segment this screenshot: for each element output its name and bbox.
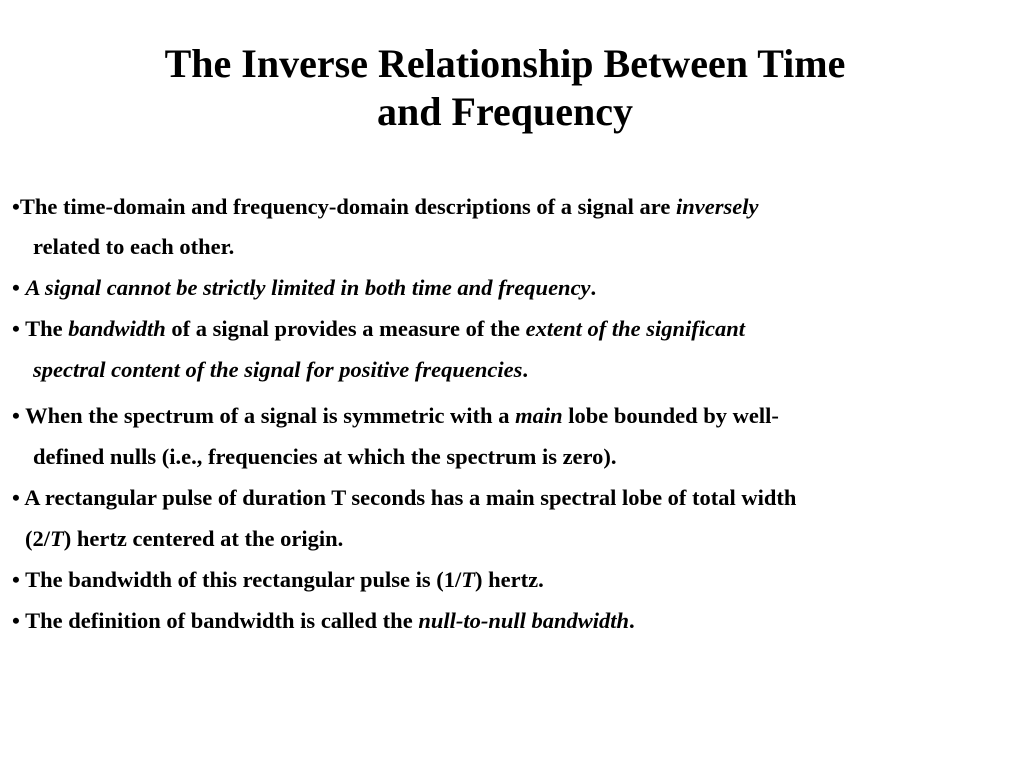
bullet-3-italic-bandwidth: bandwidth [68, 316, 166, 341]
bullet-3-pre: The [25, 316, 69, 341]
bullet-1-continuation: related to each other. [33, 234, 235, 259]
bullet-7-italic: null-to-null bandwidth [418, 608, 630, 633]
bullet-4-pre: When the spectrum of a signal is symmetric with a [25, 403, 516, 428]
slide-title-line-2: and Frequency [377, 89, 633, 134]
bullet-5-cont-pre: (2/ [25, 526, 50, 551]
bullet-4-continuation: defined nulls (i.e., frequencies at which the spectrum is zero). [33, 444, 617, 469]
bullet-3-end: . [522, 357, 528, 382]
bullet-dot: • [12, 316, 20, 341]
bullet-5 [12, 483, 796, 513]
bullet-6-italic: T [461, 567, 475, 592]
bullet-dot: • [12, 403, 20, 428]
bullet-7 [12, 606, 635, 636]
bullet-dot: • [12, 608, 20, 633]
bullet-6-pre: The bandwidth of this rectangular pulse is (1/ [25, 567, 462, 592]
bullet-4-italic: main [515, 403, 563, 428]
bullet-3-continuation [33, 355, 528, 385]
bullet-dot: • [12, 567, 20, 592]
bullet-1-italic: inversely [675, 194, 759, 219]
bullet-3 [12, 314, 745, 344]
bullet-3-continuation-italic: spectral content of the signal for positive frequencies [33, 357, 523, 382]
bullet-dot: • [12, 485, 20, 510]
bullet-2-end: . [590, 275, 597, 300]
bullet-5-continuation [25, 524, 343, 554]
bullet-dot: • [12, 194, 20, 219]
bullet-7-pre: The definition of bandwidth is called the [25, 608, 419, 633]
bullet-4 [12, 401, 779, 431]
bullet-3-italic-extent: extent of the significant [525, 316, 745, 341]
bullet-5-cont-post: ) hertz centered at the origin. [63, 526, 344, 551]
bullet-2 [12, 273, 596, 303]
bullet-1 [12, 192, 758, 222]
bullet-5-cont-italic: T [50, 526, 64, 551]
bullet-6-post: ) hertz. [474, 567, 544, 592]
bullet-5-text: A rectangular pulse of duration T seconds has a main spectral lobe of total width [24, 485, 797, 510]
bullet-3-mid: of a signal provides a measure of the [165, 316, 526, 341]
bullet-7-end: . [629, 608, 635, 633]
bullet-dot: • [12, 275, 20, 300]
slide-title-line-1: The Inverse Relationship Between Time [164, 41, 846, 86]
slide-title [0, 40, 1010, 136]
bullet-6 [12, 565, 544, 595]
bullet-1-text: The time-domain and frequency-domain descriptions of a signal are [19, 194, 676, 219]
bullet-4-post: lobe bounded by well- [562, 403, 779, 428]
bullet-2-italic: A signal cannot be strictly limited in both time and frequency [25, 275, 591, 300]
